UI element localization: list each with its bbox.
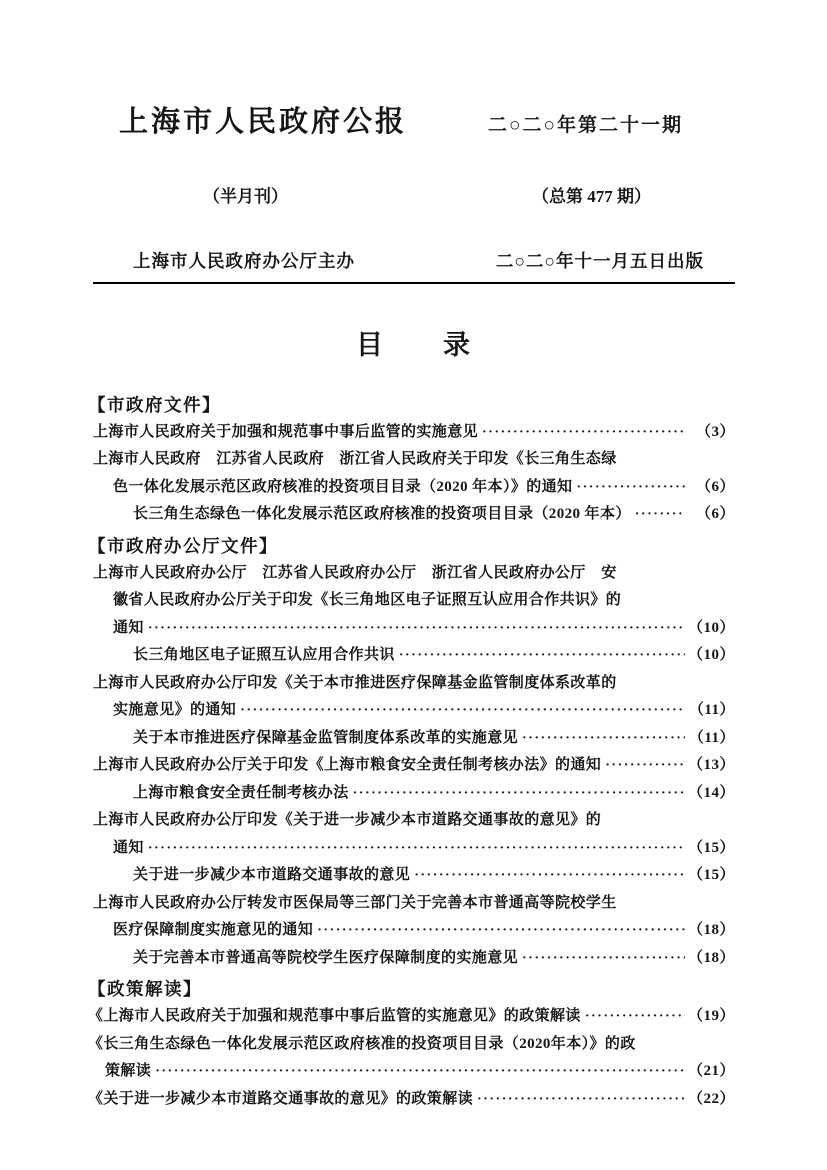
page-number: （14） [687, 784, 735, 801]
toc-title: 目 录 [356, 330, 472, 361]
entry-text: 上海市粮食安全责任制考核办法 [133, 784, 349, 801]
toc-entry [88, 1086, 735, 1114]
entry-text: 策解读 [105, 1063, 152, 1080]
entry-text: 《长三角生态绿色一体化发展示范区政府核准的投资项目目录（2020年本）》的政 [88, 1035, 636, 1052]
toc [88, 391, 735, 1114]
toc-entry [93, 642, 735, 670]
dot-leader [240, 697, 685, 725]
toc-entry [93, 670, 735, 725]
entry-line [88, 1031, 735, 1059]
entry-line [93, 835, 735, 863]
entry-line [93, 725, 735, 753]
dot-leader [482, 419, 685, 447]
entry-line [93, 560, 735, 588]
publish-date-label: 二○二○年十一月五日出版 [495, 251, 704, 272]
entry-line [93, 697, 735, 725]
masthead-row-2 [93, 140, 735, 207]
entry-line [93, 890, 735, 918]
entry-line [93, 446, 735, 474]
toc-entry [88, 1031, 735, 1086]
entry-line [93, 752, 735, 780]
periodicity-label: （半月刊） [203, 187, 288, 207]
dot-leader [635, 501, 685, 529]
dot-leader [477, 1086, 685, 1114]
dot-leader [148, 835, 685, 863]
toc-entry [93, 560, 735, 643]
entry-line [93, 917, 735, 945]
gazette-title: 上海市人民政府公报 [119, 106, 408, 138]
page-number: （10） [687, 619, 735, 636]
entry-line [93, 1058, 735, 1086]
page-number: （11） [688, 729, 735, 746]
toc-entry [93, 945, 735, 973]
section-entries [88, 1003, 735, 1113]
entry-text: 关于本市推进医疗保障基金监管制度体系改革的实施意见 [133, 729, 519, 746]
entry-text: 徽省人民政府办公厅关于印发《长三角地区电子证照互认应用合作共识》的 [113, 592, 622, 609]
entry-text: 上海市人民政府办公厅印发《关于本市推进医疗保障基金监管制度体系改革的 [93, 674, 617, 691]
entry-text: 色一体化发展示范区政府核准的投资项目目录（2020 年本）》的通知 [113, 478, 573, 495]
entry-line [93, 474, 735, 502]
dot-leader [399, 642, 685, 670]
entry-text: 上海市人民政府办公厅关于印发《上海市粮食安全责任制考核办法》的通知 [93, 757, 602, 774]
toc-entry [93, 890, 735, 945]
entry-text: 医疗保障制度实施意见的通知 [113, 922, 314, 939]
toc-section [88, 975, 735, 1113]
cumulative-issue-label: （总第 477 期） [532, 187, 651, 207]
dot-leader [317, 917, 685, 945]
masthead [93, 0, 735, 284]
entry-text: 上海市人民政府关于加强和规范事中事后监管的实施意见 [93, 423, 479, 440]
toc-entry [93, 501, 735, 529]
toc-entry [93, 446, 735, 501]
issue-number: 二○二○年第二十一期 [488, 115, 683, 136]
dot-leader [353, 780, 685, 808]
toc-entry [93, 807, 735, 862]
entry-text: 《上海市人民政府关于加强和规范事中事后监管的实施意见》的政策解读 [88, 1008, 581, 1025]
page-number: （10） [687, 647, 735, 664]
toc-section [88, 532, 735, 973]
section-entries [93, 560, 735, 973]
toc-entry [93, 752, 735, 780]
entry-line [93, 615, 735, 643]
entry-line [93, 587, 735, 615]
toc-entry [93, 725, 735, 753]
dot-leader [576, 474, 685, 502]
page-number: （3） [695, 423, 735, 440]
page-number: （19） [687, 1008, 735, 1025]
dot-leader [605, 752, 685, 780]
masthead-row-1 [93, 0, 735, 140]
toc-section [88, 391, 735, 529]
dot-leader [148, 615, 685, 643]
section-heading: 【市政府文件】 [88, 394, 221, 415]
page-number: （6） [695, 506, 735, 523]
dot-leader [155, 1058, 685, 1086]
entry-text: 上海市人民政府办公厅 江苏省人民政府办公厅 浙江省人民政府办公厅 安 [93, 564, 617, 581]
page-number: （18） [687, 949, 735, 966]
page-number: （11） [688, 702, 735, 719]
entry-line [88, 1086, 735, 1114]
entry-text: 长三角生态绿色一体化发展示范区政府核准的投资项目目录（2020 年本） [133, 506, 631, 523]
entry-text: 上海市人民政府办公厅印发《关于进一步减少本市道路交通事故的意见》的 [93, 812, 602, 829]
entry-text: 关于完善本市普通高等院校学生医疗保障制度的实施意见 [133, 949, 519, 966]
toc-entry [93, 780, 735, 808]
entry-text: 通知 [113, 839, 144, 856]
dot-leader [522, 945, 685, 973]
entry-line [93, 807, 735, 835]
entry-line [93, 419, 735, 447]
page-number: （15） [687, 839, 735, 856]
entry-line [93, 501, 735, 529]
section-heading: 【市政府办公厅文件】 [88, 535, 278, 556]
entry-text: 上海市人民政府办公厅转发市医保局等三部门关于完善本市普通高等院校学生 [93, 894, 617, 911]
dot-leader [414, 862, 685, 890]
toc-entry [93, 419, 735, 447]
entry-line [93, 670, 735, 698]
dot-leader [522, 725, 685, 753]
page-number: （13） [687, 757, 735, 774]
entry-line [93, 862, 735, 890]
entry-text: 关于进一步减少本市道路交通事故的意见 [133, 867, 411, 884]
divider-rule [93, 282, 735, 284]
dot-leader [585, 1003, 685, 1031]
entry-text: 上海市人民政府 江苏省人民政府 浙江省人民政府关于印发《长三角生态绿 [93, 451, 617, 468]
page-number: （21） [687, 1063, 735, 1080]
toc-entry [93, 862, 735, 890]
entry-text: 通知 [113, 619, 144, 636]
entry-line [93, 642, 735, 670]
page-number: （18） [687, 922, 735, 939]
organizer-label: 上海市人民政府办公厅主办 [133, 251, 355, 272]
toc-entry [88, 1003, 735, 1031]
entry-text: 《关于进一步减少本市道路交通事故的意见》的政策解读 [88, 1090, 474, 1107]
section-entries [93, 419, 735, 529]
masthead-row-3 [93, 207, 735, 273]
entry-line [93, 945, 735, 973]
entry-text: 实施意见》的通知 [113, 702, 237, 719]
page-number: （15） [687, 867, 735, 884]
entry-text: 长三角地区电子证照互认应用合作共识 [133, 647, 395, 664]
page-number: （6） [695, 478, 735, 495]
page-number: （22） [687, 1090, 735, 1107]
entry-line [88, 1003, 735, 1031]
section-heading: 【政策解读】 [88, 979, 202, 1000]
entry-line [93, 780, 735, 808]
page-content [88, 0, 735, 1113]
